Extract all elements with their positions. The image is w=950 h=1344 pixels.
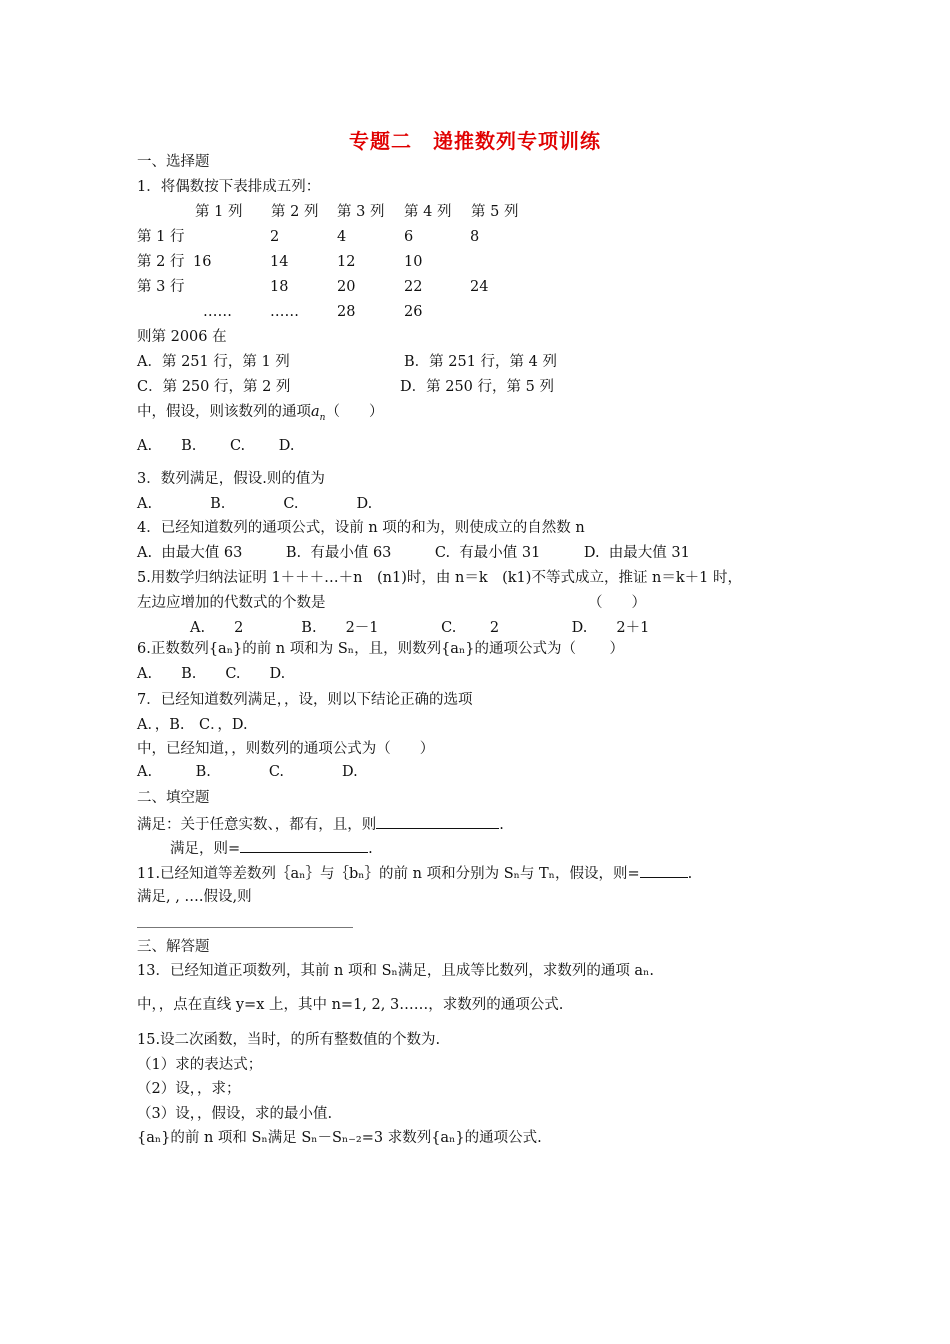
question-3-options: A. B. C. D. [137, 496, 373, 512]
option-b: B．第 251 行，第 4 列 [404, 354, 557, 370]
table-cell: 26 [404, 304, 423, 320]
question-1-stem: 1．将偶数按下表排成五列： [137, 179, 321, 195]
option-c: C．第 250 行，第 2 列 [137, 379, 291, 395]
table-cell: …… [203, 304, 232, 320]
question-5-line1: 5.用数学归纳法证明 1＋＋＋…＋n (n1)时，由 n＝k (k1)不等式成立，推证 n＝k＋1 时， [137, 570, 743, 586]
table-cell: 14 [270, 254, 289, 270]
col-header: 第 5 列 [471, 204, 519, 220]
table-cell: 10 [404, 254, 423, 270]
option-d: D．第 250 行，第 5 列 [400, 379, 554, 395]
col-header: 第 3 列 [337, 204, 385, 220]
question-3-stem: 3．数列满足，假设.则的值为 [137, 471, 325, 487]
question-13-stem: 13．已经知道正项数列，其前 n 项和 Sₙ满足，且成等比数列，求数列的通项 aₙ. [137, 963, 654, 979]
table-cell: 18 [270, 279, 289, 295]
table-cell: 6 [404, 229, 414, 245]
question-15-part2: （2）设，，求； [137, 1081, 241, 1097]
page-title: 专题二 递推数列专项训练 [349, 129, 601, 153]
answer-blank [640, 863, 688, 878]
question-9-text: 满足：关于任意实数、，都有，且，则 [137, 817, 377, 833]
question-14-stem: 中，，点在直线 y=x 上，其中 n=1, 2, 3……，求数列的通项公式. [137, 997, 564, 1013]
question-2-stem [137, 403, 383, 427]
question-7-options: A．，B. C．，D. [137, 717, 248, 733]
table-cell: 2 [270, 229, 280, 245]
answer-blank [240, 838, 368, 853]
answer-paren: （ ） [325, 404, 384, 420]
answer-line [137, 927, 353, 928]
table-cell: 22 [404, 279, 423, 295]
question-15-part3: （3）设，，假设，求的最小值. [137, 1106, 333, 1122]
question-9-stem [137, 814, 504, 834]
question-10-stem [170, 838, 373, 858]
question-10-end: . [368, 841, 373, 857]
question-8-stem: 中，已经知道，，则数列的通项公式为（ ） [137, 741, 435, 757]
question-1-ask: 则第 2006 在 [137, 329, 227, 345]
table-cell: 4 [337, 229, 347, 245]
question-9-end: . [499, 817, 504, 833]
table-cell: 12 [337, 254, 356, 270]
row-label: 第 1 行 [137, 229, 185, 245]
answer-blank [376, 814, 499, 829]
question-10-text: 满足，则= [170, 841, 241, 857]
section-fill-heading: 二、填空题 [137, 790, 210, 806]
question-6-stem: 6.正数数列{aₙ}的前 n 项和为 Sₙ，且，则数列{aₙ}的通项公式为（ ） [137, 641, 625, 657]
question-7-stem: 7．已经知道数列满足，，设，则以下结论正确的选项 [137, 692, 473, 708]
table-cell: 16 [193, 254, 212, 270]
answer-paren: （ ） [588, 595, 646, 611]
col-header: 第 1 列 [195, 204, 243, 220]
question-12-stem: 满足, , ….假设,则 [137, 889, 252, 905]
question-15-part1: （1）求的表达式； [137, 1057, 263, 1073]
table-cell: …… [270, 304, 299, 320]
question-2-text: 中，假设，则该数列的通项 [137, 404, 311, 420]
col-header: 第 2 列 [271, 204, 319, 220]
row-label: 第 3 行 [137, 279, 185, 295]
row-label: 第 2 行 [137, 254, 185, 270]
question-16-stem: {aₙ}的前 n 项和 Sₙ满足 Sₙ－Sₙ₋₂=3 求数列{aₙ}的通项公式. [137, 1130, 542, 1146]
question-11-end: . [687, 866, 693, 882]
question-4-options: A. 由最大值 63 B. 有最小值 63 C. 有最小值 31 D. 由最大值 31 [137, 545, 690, 561]
table-cell: 8 [470, 229, 480, 245]
question-15-stem: 15.设二次函数，当时，的所有整数值的个数为. [137, 1032, 441, 1048]
section-choice-heading: 一、选择题 [137, 154, 210, 170]
table-cell: 20 [337, 279, 356, 295]
question-5-options: A. 2 B. 2－1 C. 2 D. 2＋1 [190, 620, 650, 636]
section-solve-heading: 三、解答题 [137, 939, 210, 955]
table-cell: 24 [470, 279, 489, 295]
question-4-stem: 4．已经知道数列的通项公式，设前 n 项的和为，则使成立的自然数 n [137, 520, 585, 536]
col-header: 第 4 列 [404, 204, 452, 220]
sequence-var: a [311, 404, 320, 420]
table-cell: 28 [337, 304, 356, 320]
question-6-options: A. B. C. D. [137, 666, 286, 682]
question-11-text: 11.已经知道等差数列｛aₙ｝与｛bₙ｝的前 n 项和分别为 Sₙ与 Tₙ，假设，则= [137, 866, 640, 882]
sequence-sub: n [319, 412, 326, 423]
question-5-line2: 左边应增加的代数式的个数是 [137, 595, 326, 611]
question-2-options: A. B. C. D. [137, 438, 295, 454]
question-11-stem [137, 863, 692, 883]
question-8-options: A. B. C. D. [137, 764, 358, 780]
option-a: A．第 251 行，第 1 列 [137, 354, 290, 370]
